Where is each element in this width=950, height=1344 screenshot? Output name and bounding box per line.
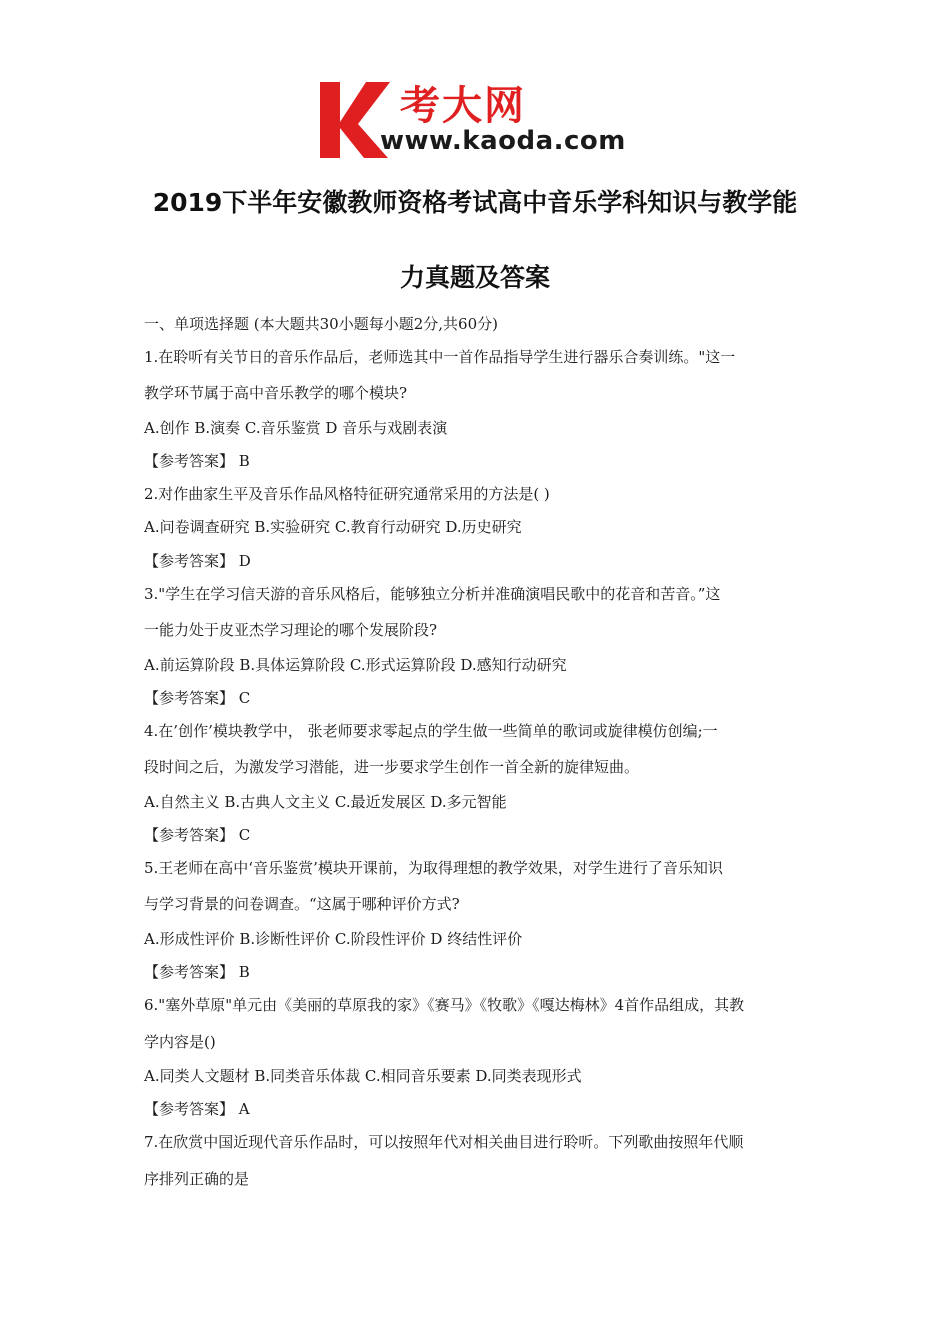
question-5-stem-line-1: 5.王老师在高中‘音乐鉴赏’模块开课前，为取得理想的教学效果，对学生进行了音乐知识 [144, 859, 723, 877]
question-1-stem-line-1: 1.在聆听有关节日的音乐作品后，老师选其中一首作品指导学生进行器乐合奏训练。"这一 [144, 348, 736, 366]
question-7-stem-line-2: 序排列正确的是 [144, 1170, 250, 1188]
question-2-stem-line-1: 2.对作曲家生平及音乐作品风格特征研究通常采用的方法是( ) [144, 485, 550, 503]
question-4-options: A.自然主义 B.古典人文主义 C.最近发展区 D.多元智能 [144, 793, 507, 811]
logo-url-text: www.kaoda.com [380, 126, 626, 156]
question-6-stem-line-1: 6."塞外草原"单元由《美丽的草原我的家》《赛马》《牧歌》《嘎达梅林》4首作品组成，其教 [144, 996, 745, 1014]
question-2-options: A.问卷调查研究 B.实验研究 C.教育行动研究 D.历史研究 [144, 518, 522, 536]
question-6-options: A.同类人文题材 B.同类音乐体裁 C.相同音乐要素 D.同类表现形式 [144, 1067, 582, 1085]
question-3-options: A.前运算阶段 B.具体运算阶段 C.形式运算阶段 D.感知行动研究 [144, 656, 567, 674]
question-4-answer: 【参考答案】 C [144, 826, 251, 844]
question-5-stem-line-2: 与学习背景的问卷调查。“这属于哪种评价方式? [144, 895, 460, 913]
page-title-line-2: 力真题及答案 [399, 263, 550, 292]
question-4-stem-line-2: 段时间之后，为激发学习潜能，进一步要求学生创作一首全新的旋律短曲。 [144, 758, 640, 776]
question-1-answer: 【参考答案】 B [144, 452, 250, 470]
question-7-stem-line-1: 7.在欣赏中国近现代音乐作品时，可以按照年代对相关曲目进行聆听。下列歌曲按照年代顺 [144, 1133, 744, 1151]
section-heading: 一、单项选择题 (本大题共30小题每小题2分,共60分) [144, 315, 498, 333]
logo-brand-text: 考大网 [400, 83, 526, 129]
question-5-answer: 【参考答案】 B [144, 963, 250, 981]
question-6-stem-line-2: 学内容是() [144, 1033, 216, 1051]
question-3-stem-line-1: 3."学生在学习信天游的音乐风格后，能够独立分析并准确演唱民歌中的花音和苦音。”这 [144, 585, 721, 603]
question-3-answer: 【参考答案】 C [144, 689, 251, 707]
question-2-answer: 【参考答案】 D [144, 552, 251, 570]
question-1-stem-line-2: 教学环节属于高中音乐教学的哪个模块? [144, 384, 408, 402]
question-4-stem-line-1: 4.在’创作’模块教学中， 张老师要求零起点的学生做一些简单的歌词或旋律模仿创编;一 [144, 722, 718, 740]
question-6-answer: 【参考答案】 A [144, 1100, 250, 1118]
question-3-stem-line-2: 一能力处于皮亚杰学习理论的哪个发展阶段? [144, 621, 438, 639]
page-title-line-1: 2019下半年安徽教师资格考试高中音乐学科知识与教学能 [152, 188, 798, 217]
question-5-options: A.形成性评价 B.诊断性评价 C.阶段性评价 D 终结性评价 [144, 930, 523, 948]
site-logo[interactable] [318, 78, 638, 160]
question-1-options: A.创作 B.演奏 C.音乐鉴赏 D 音乐与戏剧表演 [144, 419, 448, 437]
